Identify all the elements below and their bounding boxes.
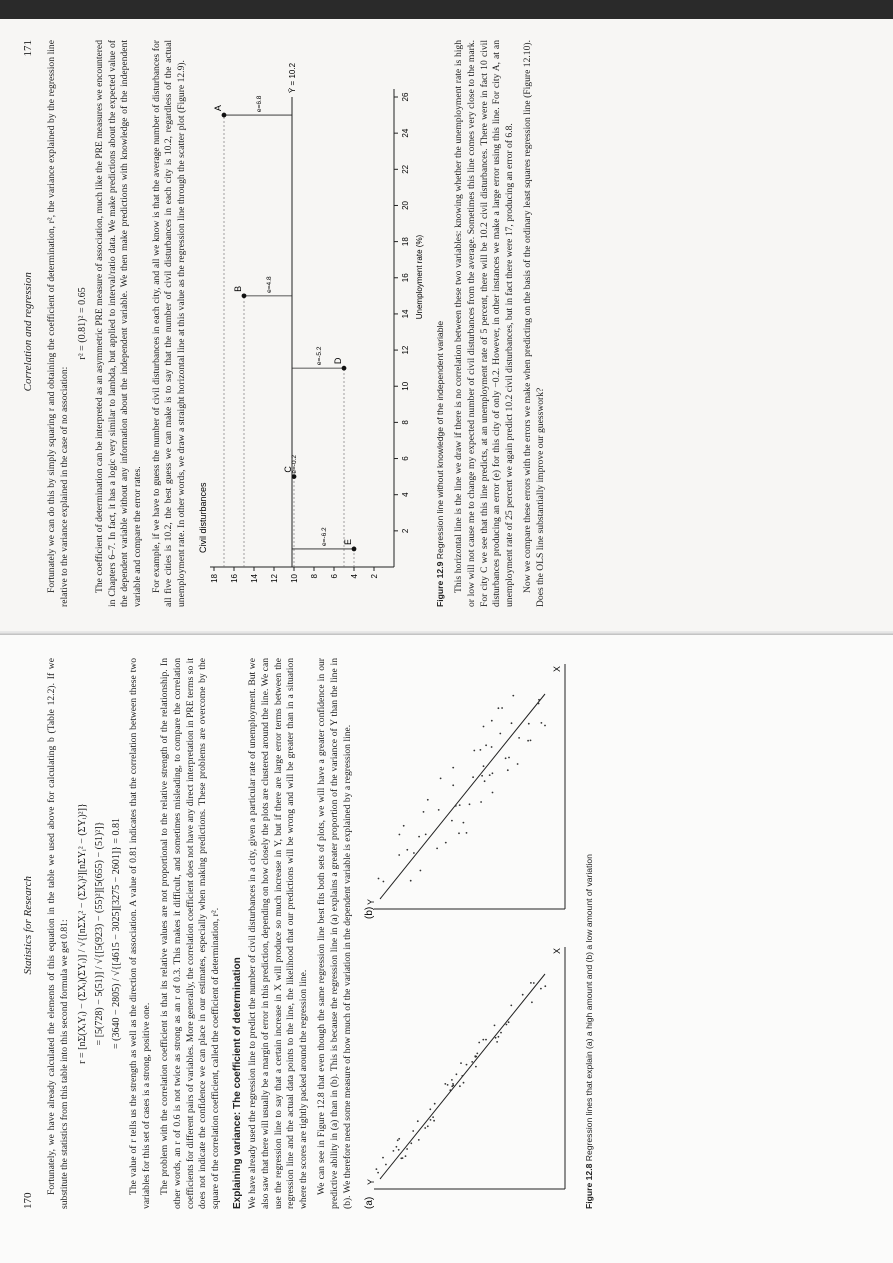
scatter-dot	[471, 1061, 473, 1063]
paragraph-r-value: The value of r tells us the strength as well as the direction of association. A value of 0.81 indicates that the correlation between these two variables for this set of cases is a strong, positive one.	[128, 658, 152, 1209]
scatter-dot	[438, 809, 440, 811]
scatter-dot	[538, 699, 540, 701]
scatter-dot	[510, 1005, 512, 1007]
chart-marks	[213, 62, 356, 567]
scatter-dot	[406, 849, 408, 851]
scatter-dot	[397, 1139, 399, 1141]
figure-12-8-caption-label: Figure 12.8	[584, 1163, 595, 1209]
scatter-dot	[530, 982, 532, 984]
scatter-dot	[429, 1108, 431, 1110]
scatter-dot	[432, 1116, 434, 1118]
y-tick-label: 10	[290, 574, 300, 583]
scatter-dot	[495, 1037, 497, 1039]
scatter-dot	[436, 848, 438, 850]
x-tick-label: 20	[401, 201, 411, 210]
figure-12-8	[360, 658, 594, 1209]
chart-x-axis-title: Unemployment rate (%)	[415, 234, 425, 320]
scatter-dot	[496, 1041, 498, 1043]
panel-b-y-label: Y	[366, 898, 377, 905]
page-170	[0, 632, 893, 1263]
scatter-dot	[393, 1150, 395, 1152]
data-point-A	[222, 113, 227, 118]
section-heading: Explaining variance: The coefficient of determination	[232, 957, 244, 1209]
scatter-dot	[498, 1036, 500, 1038]
scatter-dot	[475, 1056, 477, 1058]
scatter-dot	[410, 880, 412, 882]
page-number-right: 171	[22, 40, 34, 57]
scatter-dot	[501, 707, 503, 709]
y-tick-label: 2	[370, 574, 380, 579]
error-label-A: e=6.8	[256, 95, 264, 113]
scatter-dot	[425, 834, 427, 836]
scatter-dot	[500, 1032, 502, 1034]
x-tick-label: 2	[401, 528, 411, 534]
scatter-dot	[508, 1021, 510, 1023]
x-tick-label: 8	[401, 420, 411, 425]
scatter-dot	[451, 1085, 453, 1087]
scatter-dot	[447, 1084, 449, 1086]
scatter-dot	[455, 805, 457, 807]
scatter-dot	[483, 765, 485, 767]
figure-12-9	[194, 40, 445, 607]
scatter-dot	[499, 733, 501, 735]
panel-b-x-label: X	[552, 665, 563, 672]
scatter-dot	[376, 1168, 378, 1170]
y-tick-label: 16	[230, 574, 240, 583]
scatter-dot	[494, 1025, 496, 1027]
paragraph-coefficient: The coefficient of determination can be interpreted as an asymmetric PRE measure of association, much like the PRE measures we encountered in Chapters 6–7. In fact, it has a logic very similar to lambda, but applied to interval/ratio data. We make predictions about the expected value of the dependent variable without any information about the independent variable. We then make predictions with knowledge of the independent variable and compare the error rates.	[94, 40, 143, 607]
x-tick-label: 6	[401, 456, 411, 461]
scatter-dot	[452, 1083, 454, 1085]
error-label-B: e=4.8	[266, 276, 274, 293]
scatter-dot	[449, 1089, 451, 1091]
panel-b-label: (b)	[364, 906, 376, 919]
x-tick-label: 18	[401, 237, 411, 247]
x-tick-label: 12	[401, 345, 411, 355]
point-label-A: A	[213, 105, 224, 112]
scatter-dot	[485, 1039, 487, 1041]
scatter-dot	[412, 1130, 414, 1132]
running-header	[22, 658, 34, 1209]
x-tick-label: 22	[401, 164, 411, 174]
point-label-D: D	[333, 357, 344, 365]
scatter-dot	[491, 746, 493, 748]
figure-12-8-caption-text: Regression lines that explain (a) a high amount and (b) a low amount of variation	[584, 854, 595, 1162]
data-point-D	[342, 366, 347, 371]
scatter-dot	[512, 695, 514, 697]
y-tick-label: 18	[210, 574, 220, 583]
page-171	[0, 0, 893, 631]
scatter-dot	[541, 722, 543, 724]
scatter-dot	[463, 822, 465, 824]
scatter-dot	[452, 767, 454, 769]
page-number: 170	[22, 1192, 34, 1209]
y-tick-label: 8	[310, 574, 320, 579]
scatter-dot	[423, 811, 425, 813]
x-tick-label: 16	[401, 273, 411, 283]
point-label-E: E	[343, 538, 354, 545]
scatter-dot	[505, 757, 507, 759]
scatter-dot	[482, 1039, 484, 1041]
scatter-dot	[476, 1053, 478, 1055]
error-label-E: e=-6.2	[321, 527, 329, 546]
panel-a-points	[376, 982, 547, 1174]
scatter-dot	[469, 803, 471, 805]
x-tick-label: 24	[401, 128, 411, 138]
paragraph-example: For example, if we have to guess the number of civil disturbances in each city, and all we know is that the average number of disturbances for all five cities is 10.2, the best guess we can make is to say that the number of civil disturbances in each city is 10.2, regardless of the actual unemployment rate. In other words, we draw a straight horizontal line at this value as the regression line through the scatter plot (Figure 12.9).	[150, 40, 187, 607]
point-label-C: C	[283, 466, 294, 473]
scatter-dot	[444, 1083, 446, 1085]
figure-12-9-chart	[194, 47, 426, 607]
scatter-dot	[430, 1119, 432, 1121]
scatter-dot	[418, 836, 420, 838]
scatter-dot	[451, 820, 453, 822]
scatter-dot	[424, 1127, 426, 1129]
scatter-dot	[459, 1085, 461, 1087]
running-title: Statistics for Research	[22, 875, 34, 975]
data-point-C	[292, 474, 297, 479]
data-point-B	[242, 293, 247, 298]
scatter-dot	[427, 799, 429, 801]
point-label-B: B	[233, 285, 244, 292]
running-header-right	[22, 40, 34, 607]
scatter-dot	[420, 870, 422, 872]
scatter-dot	[433, 1120, 435, 1122]
error-label-D: e=-5.2	[316, 346, 324, 366]
x-tick-label: 14	[401, 309, 411, 319]
scatter-dot	[508, 757, 510, 759]
formula-r-squared: r² = (0.81)² = 0.65	[77, 287, 89, 360]
scatter-dot	[492, 792, 494, 794]
paragraph-explain-1: We have already used the regression line to predict the number of civil disturbances in a city, given a particular rate of unemployment. But we also saw that there will usually be a margin of error in this prediction, depending on how closely the plots are clustered around the line. We can use the regression line to say that a certain increase in X will produce so much increase in Y, but if there are large error terms between the regression line and the actual data points to the line, the likelihood that our predictions will be wrong and will be greater than in a situation where the scores are tightly packed around the regression line.	[247, 658, 309, 1209]
scatter-dot	[518, 737, 520, 739]
x-tick-label: 10	[401, 381, 411, 391]
scatter-dot	[458, 832, 460, 834]
scatter-dot	[540, 988, 542, 990]
scatter-dot	[480, 749, 482, 751]
scatter-dot	[402, 1157, 404, 1159]
formula-result: = (3640 − 2805) / √{[4615 − 3025][3275 − 2601]} = 0.81	[111, 817, 123, 1050]
scatter-dot	[434, 1103, 436, 1105]
scatter-dot	[383, 881, 385, 883]
running-title-right: Correlation and regression	[22, 272, 34, 392]
scatter-dot	[489, 774, 491, 776]
scatter-dot	[466, 1064, 468, 1066]
panel-a	[366, 947, 565, 1189]
scatter-dot	[403, 825, 405, 827]
panel-b	[366, 664, 565, 909]
scatter-dot	[410, 1142, 412, 1144]
scatter-dot	[511, 722, 513, 724]
scatter-dot	[398, 1149, 400, 1151]
scatter-dot	[472, 776, 474, 778]
scatter-dot	[418, 1139, 420, 1141]
scatter-dot	[396, 1146, 398, 1148]
paragraph-explain-2: We can see in Figure 12.8 that even though the same regression line best fits both sets of plots, we will have a greater confidence in our predictive ability in (a) than in (b). This is because the regression line in (a) explains a greater proportion of the variance of Y than the line in (b). We therefore need some measure of how much of the variation in the dependent variable is explained by a regression line.	[316, 658, 353, 1209]
panel-a-label: (a)	[364, 1196, 376, 1209]
figure-12-9-caption-text: Regression line without knowledge of the independent variable	[435, 320, 446, 560]
scatter-dot	[385, 1164, 387, 1166]
scatter-dot	[527, 740, 529, 742]
scatter-dot	[483, 726, 485, 728]
scatter-dot	[481, 775, 483, 777]
mean-line-label: Ȳ = 10.2	[288, 62, 298, 93]
scatter-dot	[480, 801, 482, 803]
scatter-dot	[405, 1155, 407, 1157]
y-tick-label: 4	[350, 574, 360, 579]
panel-b-regression-line	[380, 694, 545, 899]
chart-y-axis-title: Civil disturbances	[198, 482, 209, 553]
scatter-dot	[456, 1073, 458, 1075]
scatter-dot	[478, 1042, 480, 1044]
intro-paragraph-right: Fortunately we can do this by simply squaring r and obtaining the coefficient of determination, r², the variance explained by the regression line relative to the variance explained in the case of no association:	[46, 40, 70, 607]
scatter-dot	[538, 703, 540, 705]
panel-a-y-label: Y	[366, 1178, 377, 1185]
data-point-E	[352, 547, 357, 552]
scan-edge	[0, 0, 893, 19]
scatter-dot	[528, 723, 530, 725]
scatter-dot	[451, 1079, 453, 1081]
figure-12-9-caption	[435, 40, 445, 607]
error-label-C: e=-0.2	[291, 454, 299, 474]
scatter-dot	[507, 769, 509, 771]
scatter-dot	[466, 832, 468, 834]
paragraph-compare: Now we compare these errors with the errors we make when predicting on the basis of the ordinary least squares regression line (Figure 12.10). Does the OLS line substantially improve our guesswork?	[522, 40, 546, 607]
scatter-dot	[473, 750, 475, 752]
x-tick-label: 26	[401, 92, 411, 102]
scatter-dot	[530, 740, 532, 742]
intro-paragraph: Fortunately, we have already calculated the elements of this equation in the table we used above for calculating b (Table 12.2). If we substitute the statistics from this table into this second formula we get 0.81:	[46, 658, 70, 1209]
scatter-dot	[417, 1120, 419, 1122]
panel-b-points	[378, 695, 546, 883]
y-tick-label: 12	[270, 574, 280, 583]
scatter-dot	[461, 1075, 463, 1077]
chart-axes	[210, 89, 410, 583]
scatter-dot	[378, 878, 380, 880]
scatter-dot	[544, 985, 546, 987]
scatter-dot	[399, 834, 401, 836]
formula-general: r = [nΣ(XᵢYᵢ) − (ΣXᵢ)(ΣYᵢ)] / √{[nΣXᵢ² − (ΣXᵢ)²][nΣYᵢ² − (ΣYᵢ)²]}	[77, 803, 89, 1064]
scatter-dot	[398, 854, 400, 856]
scatter-dot	[498, 707, 500, 709]
scatter-dot	[445, 842, 447, 844]
figure-12-9-caption-label: Figure 12.9	[435, 561, 446, 607]
scatter-dot	[463, 1082, 465, 1084]
formula-substitution: = [5(728) − 5(51)] / √{[5(923) − (55)²][5(655) − (51)²]}	[94, 821, 106, 1046]
scatter-dot	[398, 1138, 400, 1140]
scatter-dot	[522, 994, 524, 996]
scatter-dot	[492, 772, 494, 774]
scatter-dot	[406, 1148, 408, 1150]
scatter-dot	[531, 1001, 533, 1003]
scatter-dot	[544, 725, 546, 727]
paragraph-problem: The problem with the correlation coefficient is that its relative values are not proportional to the relative strength of the relationship. In other words, an r of 0.6 is not twice as strong as an r of 0.3. This makes it difficult, and sometimes misleading, to compare the correlation coefficients for different pairs of variables. More generally, the correlation coefficient does not have any direct interpretation in PRE terms so it does not indicate the confidence we can place in our estimates, especially when making predictions. These problems are overcome by the square of the correlation coefficient, called the coefficient of determination, r².	[159, 658, 221, 1209]
scatter-dot	[517, 763, 519, 765]
paragraph-horizontal-line: This horizontal line is the line we draw if there is no correlation between these two variables: knowing whether the unemployment rate is high or low will not cause me to change my expected number of civil disturbances from the average. Sometimes this line comes very close to the mark. For city C we see that this line predicts, at an unemployment rate of 5 percent, there will be 10.2 civil disturbances. There were in fact 10 civil disturbances producing an error (e) for this city of only −0.2. However, in other instances we make a large error using this line. For city A, at an unemployment rate of 25 percent we again predict 10.2 civil disturbances, but in fact there were 17, producing an error of 6.8.	[453, 40, 515, 607]
panel-a-x-label: X	[552, 947, 563, 954]
scatter-dot	[475, 1066, 477, 1068]
scatter-dot	[382, 1157, 384, 1159]
scatter-dot	[377, 1172, 379, 1174]
scatter-dot	[427, 1125, 429, 1127]
scatter-dot	[506, 1024, 508, 1026]
scatter-dot	[533, 982, 535, 984]
scatter-dot	[440, 778, 442, 780]
scatter-dot	[413, 852, 415, 854]
x-tick-label: 4	[401, 492, 411, 497]
scatter-dot	[452, 784, 454, 786]
y-tick-label: 6	[330, 574, 340, 579]
scatter-dot	[460, 1062, 462, 1064]
y-tick-label: 14	[250, 574, 260, 583]
figure-12-8-caption	[584, 658, 594, 1209]
scatter-dot	[484, 780, 486, 782]
scatter-dot	[459, 804, 461, 806]
figure-12-8-graphic	[360, 659, 575, 1209]
scatter-dot	[485, 744, 487, 746]
scatter-dot	[491, 720, 493, 722]
